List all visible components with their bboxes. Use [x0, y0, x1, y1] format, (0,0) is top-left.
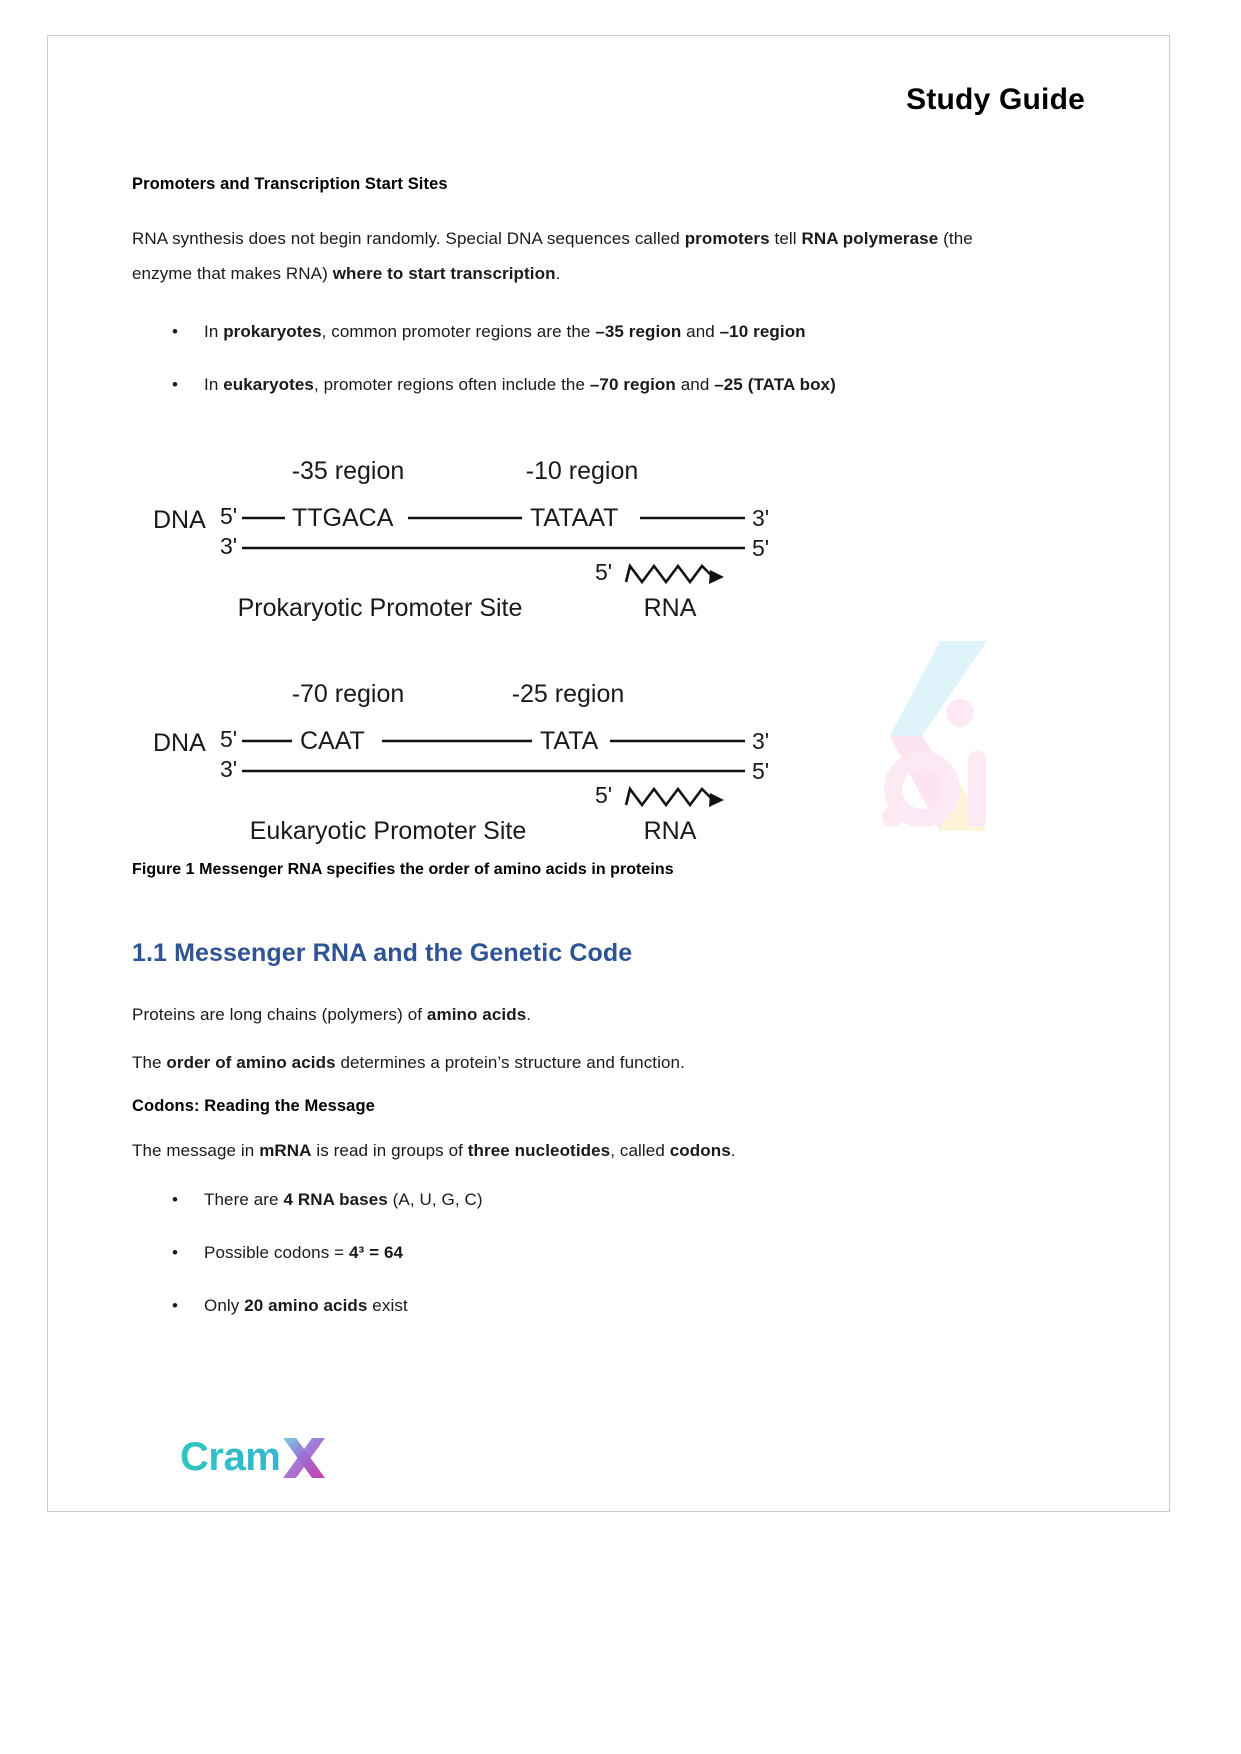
section-heading-genetic-code: 1.1 Messenger RNA and the Genetic Code	[132, 939, 633, 968]
label-prokaryotic-promoter-site: Prokaryotic Promoter Site	[237, 594, 523, 623]
list-item	[132, 318, 1012, 345]
label-bottom-5prime: 5'	[752, 758, 770, 785]
label-minus70-region: -70 region	[291, 680, 405, 709]
section-promoters	[132, 175, 1012, 398]
list-item	[132, 371, 1012, 398]
label-top-5prime: 5'	[220, 503, 238, 530]
figure-canvas	[140, 446, 810, 851]
paragraph-order-amino-acids: The order of amino acids determines a protein’s structure and function.	[132, 1052, 685, 1072]
label-minus35-region: -35 region	[291, 457, 405, 486]
subheading-codons: Codons: Reading the Message	[132, 1097, 375, 1116]
label-rna-eukaryotic: RNA	[643, 817, 697, 846]
figure-caption: Figure 1 Messenger RNA specifies the order of amino acids in proteins	[132, 861, 674, 879]
sequence-caat: CAAT	[300, 727, 365, 756]
list-item-text: In eukaryotes, promoter regions often include the –70 region and –25 (TATA box)	[204, 374, 836, 394]
label-minus10-region: -10 region	[525, 457, 639, 486]
bullet-marker: •	[172, 1189, 179, 1209]
label-top-3prime: 3'	[752, 505, 770, 532]
bullet-list-codons	[132, 1186, 1012, 1320]
label-dna-prokaryotic: DNA	[153, 506, 206, 535]
list-item-text: There are 4 RNA bases (A, U, G, C)	[204, 1189, 483, 1209]
sequence-ttgaca: TTGACA	[292, 504, 394, 533]
label-top-3prime: 3'	[752, 728, 770, 755]
label-rna-prokaryotic: RNA	[643, 594, 697, 623]
label-bottom-3prime: 3'	[220, 533, 238, 560]
list-item-text: Possible codons = 4³ = 64	[204, 1242, 404, 1262]
paragraph-codons: The message in mRNA is read in groups of three nucleotides, called codons.	[132, 1141, 736, 1161]
sequence-tataat: TATAAT	[530, 504, 619, 533]
label-bottom-5prime: 5'	[752, 535, 770, 562]
list-item	[132, 1239, 1012, 1266]
bullet-marker: •	[172, 321, 179, 341]
paragraph-rna-synthesis: RNA synthesis does not begin randomly. Special DNA sequences called promoters tell RNA polymerase (the enzyme that makes RNA) where to start transcription.	[132, 229, 973, 283]
list-item	[132, 1292, 1012, 1319]
bullet-list-promoter-regions	[132, 318, 1012, 398]
section-genetic-code	[132, 939, 1012, 1319]
bullet-marker: •	[172, 374, 179, 394]
bullet-marker: •	[172, 1295, 179, 1315]
list-item	[132, 1186, 1012, 1213]
figure-promoter-diagram	[132, 446, 1012, 851]
brand-logo-x-icon	[281, 1436, 327, 1480]
brand-logo	[180, 1435, 327, 1480]
sequence-tata: TATA	[540, 727, 599, 756]
label-eukaryotic-promoter-site: Eukaryotic Promoter Site	[249, 817, 527, 846]
label-minus25-region: -25 region	[511, 680, 625, 709]
label-top-5prime: 5'	[220, 726, 238, 753]
brand-logo-text: Cram	[180, 1435, 281, 1479]
page-content	[47, 35, 1170, 1512]
list-item-text: Only 20 amino acids exist	[204, 1295, 408, 1315]
promoter-diagram-svg	[140, 446, 810, 851]
label-rna-5prime: 5'	[595, 782, 613, 809]
label-dna-eukaryotic: DNA	[153, 729, 206, 758]
document-body	[132, 175, 1012, 1345]
page-title: Study Guide	[906, 83, 1085, 116]
paragraph-proteins-chains: Proteins are long chains (polymers) of amino acids.	[132, 1005, 532, 1025]
bullet-marker: •	[172, 1242, 179, 1262]
section-heading-promoters: Promoters and Transcription Start Sites	[132, 175, 448, 193]
label-bottom-3prime: 3'	[220, 756, 238, 783]
list-item-text: In prokaryotes, common promoter regions are the –35 region and –10 region	[204, 321, 806, 341]
label-rna-5prime: 5'	[595, 559, 613, 586]
